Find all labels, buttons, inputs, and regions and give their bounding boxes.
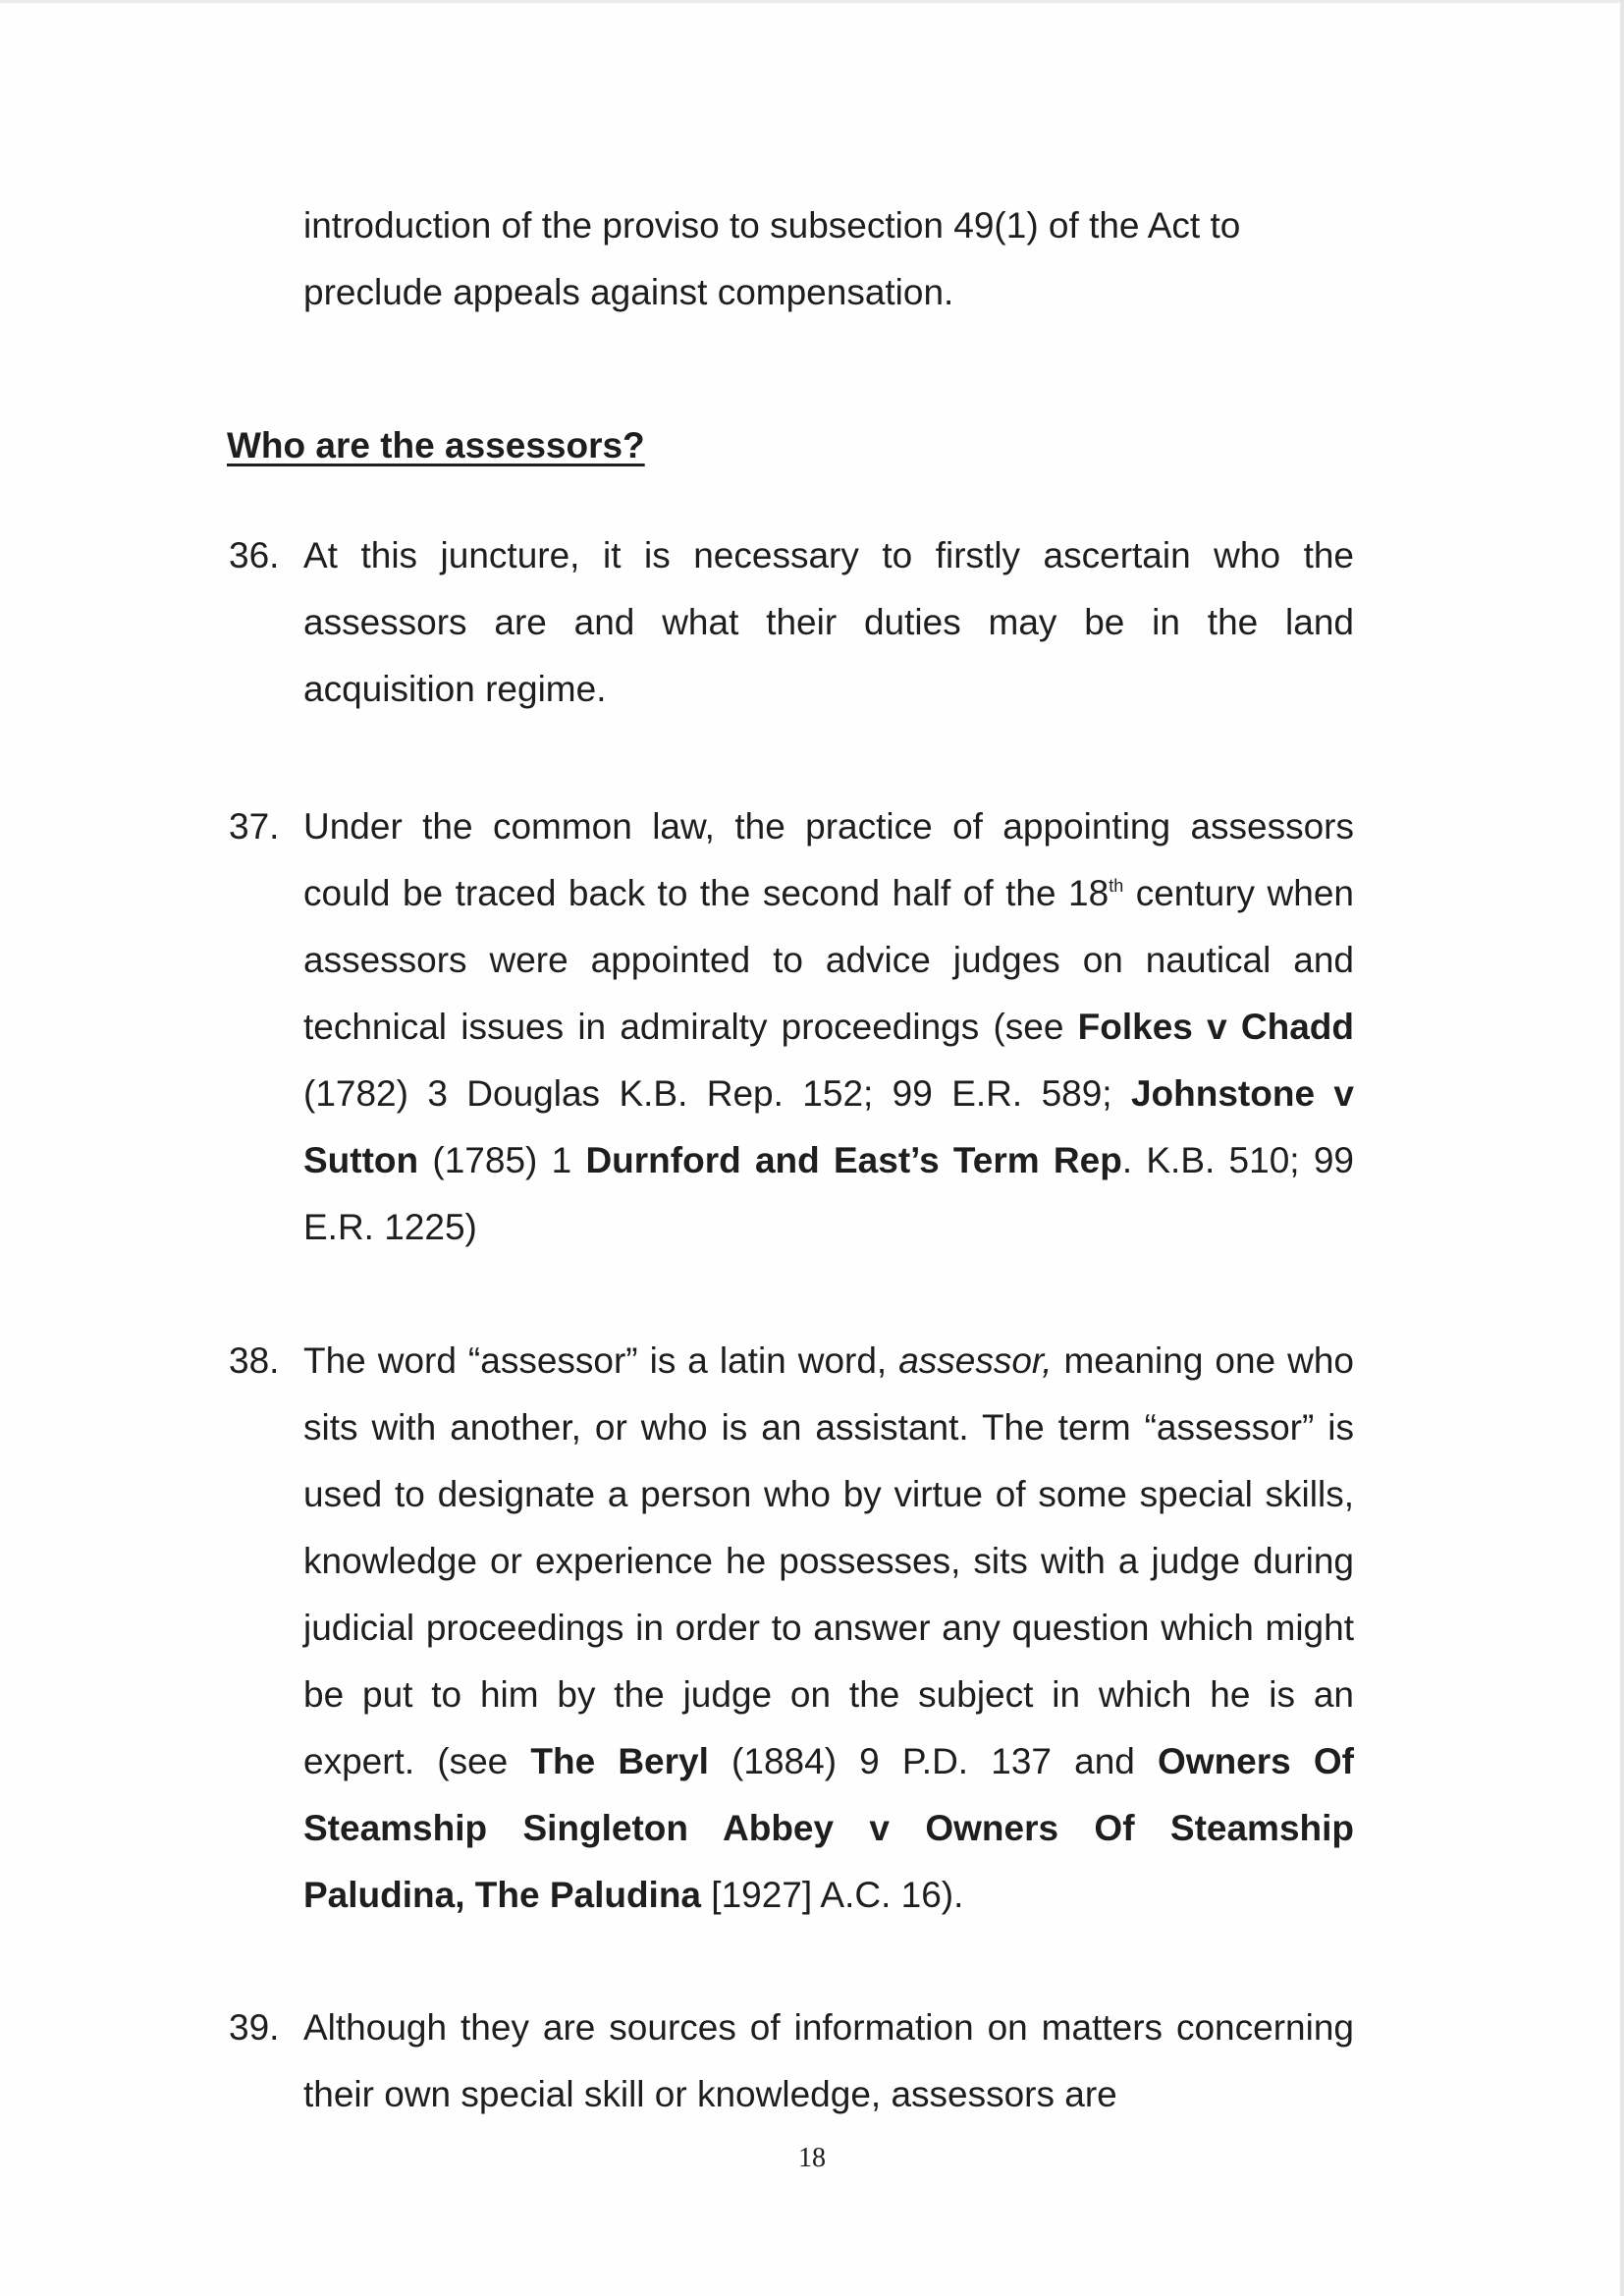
paragraph-38-text bbox=[303, 1328, 1354, 1929]
paragraph-38-part-4: [1927] A.C. 16). bbox=[701, 1875, 964, 1915]
paragraph-37-part-3: (1782) 3 Douglas K.B. Rep. 152; 99 E.R. 589; bbox=[303, 1073, 1131, 1114]
paragraph-number-36: 36. bbox=[229, 535, 280, 575]
paragraph-38-part-1: The word “assessor” is a latin word, bbox=[303, 1340, 899, 1381]
paragraph-38-part-2: meaning one who sits with another, or who is an assistant. The term “assessor” is used to designate a person who by virtue of some special skills, knowledge or experience he possesses, sits with a judge during judicial proceedings in order to answer any question which might be put to him by the judge on the subject in which he is an expert. (see bbox=[303, 1340, 1354, 1781]
paragraph-number-39: 39. bbox=[229, 2007, 280, 2048]
ordinal-superscript: th bbox=[1109, 876, 1124, 896]
case-citation-durnford: Durnford and East’s Term Rep bbox=[585, 1140, 1122, 1180]
paragraph-39-text: Although they are sources of information on matters concerning their own special skill or knowledge, assessors are bbox=[303, 2007, 1354, 2114]
section-heading: Who are the assessors? bbox=[227, 425, 645, 465]
paragraph-37-text bbox=[303, 793, 1354, 1261]
intro-line-1: introduction of the proviso to subsection 49(1) of the Act to bbox=[303, 205, 1241, 246]
latin-term: assessor, bbox=[898, 1340, 1053, 1381]
intro-paragraph bbox=[303, 192, 1354, 326]
intro-line-2: preclude appeals against compensation. bbox=[303, 272, 954, 312]
case-citation-paludina: Owners Of Steamship Singleton Abbey v Owners Of Steamship Paludina, The Paludina bbox=[303, 1741, 1354, 1915]
paragraph-37-part-2: century when assessors were appointed to advice judges on nautical and technical issues in admiralty proceedings (see bbox=[303, 873, 1354, 1047]
paragraph-37-part-1: Under the common law, the practice of appointing assessors could be traced back to the second half of the 18 bbox=[303, 806, 1354, 913]
paragraph-38-part-3: (1884) 9 P.D. 137 and bbox=[708, 1741, 1159, 1781]
page-number: 18 bbox=[798, 2143, 826, 2173]
paragraph-37-part-4: (1785) 1 bbox=[418, 1140, 586, 1180]
scan-right-edge bbox=[1620, 0, 1624, 2296]
case-citation-beryl: The Beryl bbox=[530, 1741, 709, 1781]
paragraph-37-part-5: . K.B. 510; 99 E.R. 1225) bbox=[303, 1140, 1354, 1247]
scan-top-edge bbox=[0, 0, 1624, 3]
paragraph-number-37: 37. bbox=[229, 806, 280, 847]
case-citation-johnstone: Johnstone v Sutton bbox=[303, 1073, 1354, 1180]
case-citation-folkes: Folkes v Chadd bbox=[1077, 1007, 1354, 1047]
paragraph-36-text: At this juncture, it is necessary to firstly ascertain who the assessors are and what their duties may be in the land acquisition regime. bbox=[303, 535, 1354, 709]
paragraph-number-38: 38. bbox=[229, 1340, 280, 1381]
